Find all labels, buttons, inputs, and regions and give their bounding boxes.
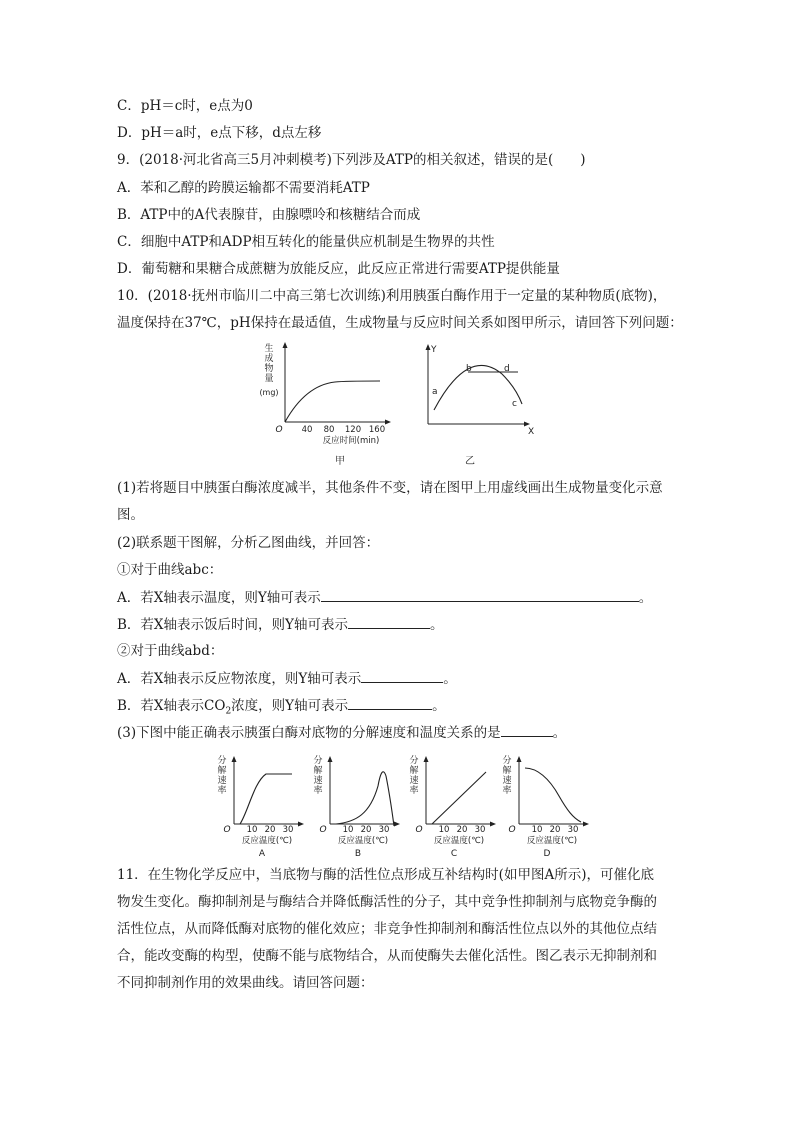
x-tick: 30 (378, 825, 390, 835)
abc-item-a-text: A．若X轴表示温度，则Y轴可表示 (117, 590, 321, 606)
x-axis-label: X (528, 427, 535, 437)
y-axis-label: Y (431, 345, 437, 355)
x-tick: 20 (360, 825, 372, 835)
question-11-line4: 合，能改变酶的构型，使酶不能与底物结合，从而使酶失去催化活性。图乙表示无抑制剂和 (117, 948, 657, 964)
option-c-q8: C．pH＝c时，e点为0 (117, 98, 253, 114)
question-11-line2: 物发生变化。酶抑制剂是与酶结合并降低酶活性的分子，其中竞争性抑制剂与底物竞争酶的 (117, 894, 657, 910)
x-tick: 10 (531, 825, 543, 835)
curve-abc-heading: ①对于曲线abc： (117, 562, 223, 578)
rate-figure-d (497, 752, 593, 862)
ylabel-char: 速 (409, 776, 419, 786)
abd-item-a (117, 668, 457, 689)
point-b-label: b (466, 364, 472, 374)
x-axis-label: 反应时间(min) (322, 436, 380, 446)
x-tick: 80 (323, 425, 335, 435)
x-axis-arrow (385, 420, 391, 425)
x-axis-label: 反应温度(℃) (337, 836, 389, 846)
ylabel-char: 率 (313, 786, 323, 796)
x-axis-label: 反应温度(℃) (241, 836, 293, 846)
y-axis-arrow (517, 756, 522, 762)
option-c-q9: C．细胞中ATP和ADP相互转化的能量供应机制是生物界的共性 (117, 234, 495, 250)
question-11-line1: 11．在生物化学反应中，当底物与酶的活性位点形成互补结构时(如甲图A所示)，可催化底 (117, 867, 654, 883)
ylabel-char: 成 (264, 354, 274, 364)
question-11-line5: 不同抑制剂作用的效果曲线。请回答问题： (117, 975, 374, 991)
question-10-line2: 温度保持在37℃，pH保持在最适值，生成物量与反应时间关系如图甲所示，请回答下列问题： (117, 315, 683, 331)
y-axis-arrow (426, 344, 431, 350)
ylabel-char: 率 (217, 786, 227, 796)
x-axis-arrow (394, 822, 400, 827)
ylabel-char: 生 (264, 344, 274, 354)
x-tick: 10 (246, 825, 258, 835)
figure-jia (255, 340, 395, 468)
question-11-line3: 活性位点，从而降低酶对底物的催化效应；非竞争性抑制剂和酶活性位点以外的其他位点结 (117, 921, 657, 937)
answer-blank[interactable] (348, 695, 432, 710)
x-tick: 30 (567, 825, 579, 835)
subscript-2: 2 (225, 706, 232, 717)
x-axis-arrow (298, 822, 304, 827)
ylabel-char: 分 (313, 756, 323, 766)
ylabel-char: 率 (502, 786, 512, 796)
rate-curve (432, 772, 486, 824)
curve-abd-heading: ②对于曲线abd： (117, 643, 224, 659)
x-axis-label: 反应温度(℃) (433, 836, 485, 846)
ylabel-unit: (mg) (259, 388, 279, 397)
x-axis-arrow (583, 822, 589, 827)
abd-item-b (117, 695, 446, 722)
abd-item-a-text: A．若X轴表示反应物浓度，则Y轴可表示 (117, 671, 362, 687)
abd-item-b-text: B．若X轴表示CO (117, 698, 226, 714)
x-tick: 30 (474, 825, 486, 835)
point-d-label: d (504, 364, 510, 374)
x-tick: 20 (549, 825, 561, 835)
ylabel-char: 物 (264, 364, 274, 374)
figure-caption: A (258, 849, 266, 859)
origin-label: O (275, 425, 283, 435)
option-d-q8: D．pH＝a时，e点下移，d点左移 (117, 125, 322, 141)
x-tick: 20 (264, 825, 276, 835)
punct: 。 (429, 617, 444, 633)
subquestion-2: (2)联系题干图解，分析乙图曲线，并回答： (117, 535, 380, 551)
x-tick: 10 (438, 825, 450, 835)
figure-jia-ylabel (259, 342, 278, 397)
option-b-q9: B．ATP中的A代表腺苷，由腺嘌呤和核糖结合而成 (117, 207, 421, 223)
product-curve (285, 381, 380, 422)
abc-item-a (117, 587, 652, 608)
rate-figure-c (404, 752, 500, 862)
subquestion-1-line2: 图。 (117, 507, 144, 523)
y-axis-arrow (328, 756, 333, 762)
ylabel-char: 分 (409, 756, 419, 766)
y-axis-arrow (424, 756, 429, 762)
ylabel-char: 率 (409, 786, 419, 796)
abc-item-b (117, 614, 443, 635)
ylabel-char: 速 (217, 776, 227, 786)
ylabel-char: 速 (313, 776, 323, 786)
ylabel-char: 量 (264, 374, 274, 384)
abc-item-b-text: B．若X轴表示饭后时间，则Y轴可表示 (117, 617, 348, 633)
x-tick: 120 (344, 425, 362, 435)
option-a-q9: A．苯和乙醇的跨膜运输都不需要消耗ATP (117, 180, 370, 196)
rate-curve (525, 768, 581, 822)
rate-curve (240, 774, 292, 824)
subquestion-3-text: (3)下图中能正确表示胰蛋白酶对底物的分解速度和温度关系的是 (117, 725, 501, 741)
abd-item-b-text2: 浓度，则Y轴可表示 (231, 698, 349, 714)
subquestion-1-line1: (1)若将题目中胰蛋白酶浓度减半，其他条件不变，请在图甲上用虚线画出生成物量变化示意 (117, 480, 663, 496)
punct: 。 (443, 671, 457, 687)
option-d-q9: D．葡萄糖和果糖合成蔗糖为放能反应，此反应正常进行需要ATP提供能量 (117, 261, 560, 277)
punct: 。 (432, 698, 446, 714)
figure-caption: 乙 (465, 456, 475, 467)
figure-caption: B (354, 849, 362, 859)
ylabel-char: 解 (409, 766, 419, 776)
point-a-label: a (432, 387, 438, 397)
subquestion-3 (117, 722, 566, 743)
ylabel-char: 解 (502, 766, 512, 776)
rate-figure-b (308, 752, 404, 862)
answer-blank[interactable] (321, 587, 639, 602)
ylabel-char: 解 (217, 766, 227, 776)
question-10-line1: 10．(2018·抚州市临川二中高三第七次训练)利用胰蛋白酶作用于一定量的某种物质(底物)， (117, 288, 667, 304)
ylabel-char: 解 (313, 766, 323, 776)
answer-blank[interactable] (348, 614, 430, 629)
figure-caption: 甲 (335, 456, 345, 467)
rate-curve (336, 772, 394, 826)
x-tick: 20 (456, 825, 468, 835)
figures-abcd (212, 752, 592, 862)
rate-figure-a (212, 752, 308, 862)
origin-label: O (415, 825, 423, 835)
figure-caption: C (450, 849, 458, 859)
x-axis-arrow (490, 822, 496, 827)
x-tick: 10 (342, 825, 354, 835)
punct: 。 (638, 590, 653, 606)
x-tick: 30 (282, 825, 294, 835)
point-c-label: c (512, 399, 517, 409)
punct: 。 (552, 725, 567, 741)
x-axis-label: 反应温度(℃) (526, 836, 578, 846)
x-tick: 160 (368, 425, 386, 435)
ylabel-char: 分 (502, 756, 512, 766)
ylabel-char: 分 (217, 756, 227, 766)
ylabel-char: 速 (502, 776, 512, 786)
origin-label: O (508, 825, 516, 835)
y-axis-arrow (283, 342, 288, 348)
y-axis-arrow (232, 756, 237, 762)
answer-blank[interactable] (501, 722, 553, 737)
origin-label: O (223, 825, 231, 835)
x-axis-arrow (524, 422, 530, 427)
answer-blank[interactable] (361, 668, 443, 683)
x-tick: 40 (301, 425, 313, 435)
question-9: 9．(2018·河北省高三5月冲刺模考)下列涉及ATP的相关叙述，错误的是( ) (117, 152, 586, 168)
figure-yi (418, 340, 546, 468)
figure-caption: D (543, 849, 551, 859)
origin-label: O (319, 825, 327, 835)
